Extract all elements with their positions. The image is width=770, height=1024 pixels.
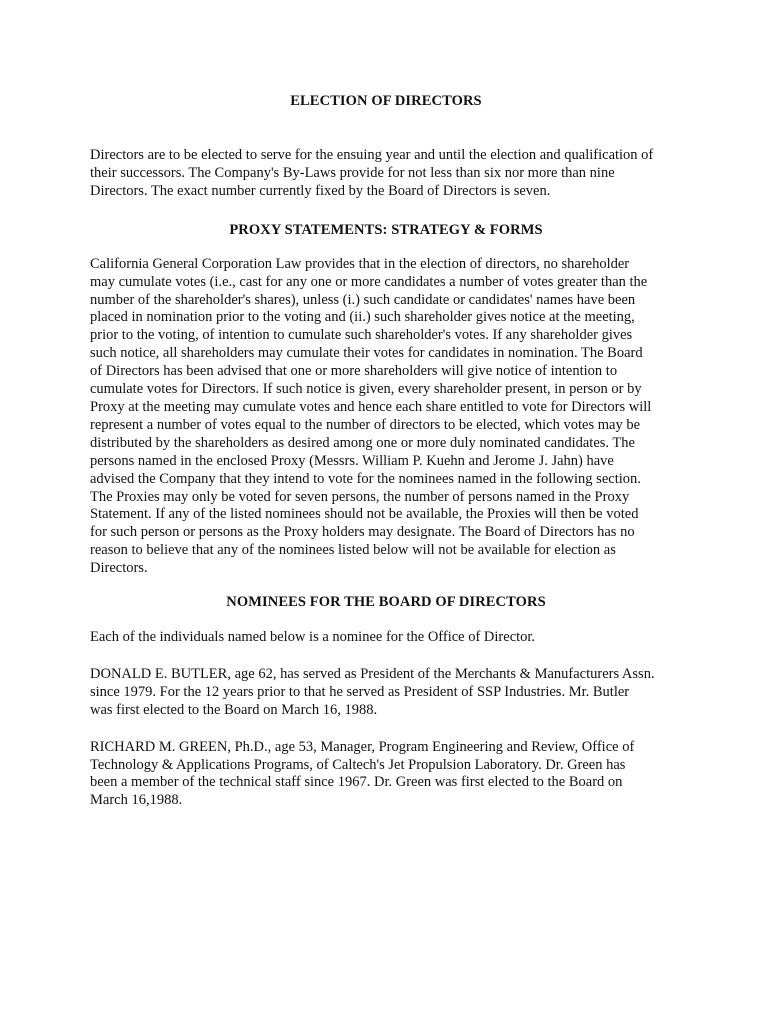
- paragraph-nominee-green: [90, 739, 682, 811]
- text-line: was first elected to the Board on March 16, 1988.: [90, 701, 378, 718]
- paragraph-nominee-butler: [90, 666, 682, 720]
- text-line: placed in nomination prior to the voting and (ii.) such shareholder gives notice at the meeting,: [90, 309, 635, 326]
- section-heading-proxy: PROXY STATEMENTS: STRATEGY & FORMS: [229, 221, 543, 238]
- text-line: cumulate votes for Directors. If such notice is given, every shareholder present, in person or by: [90, 381, 642, 398]
- paragraph-election-directors: [90, 147, 682, 201]
- text-line: March 16,1988.: [90, 792, 183, 809]
- text-line: advised the Company that they intend to vote for the nominees named in the following section.: [90, 470, 641, 487]
- text-line: for such person or persons as the Proxy holders may designate. The Board of Directors has no: [90, 524, 635, 541]
- paragraph-proxy-statements: [90, 256, 682, 578]
- text-line: DONALD E. BUTLER, age 62, has served as President of the Merchants & Manufacturers Assn.: [90, 665, 655, 682]
- paragraph-nominee-intro: [90, 629, 682, 647]
- text-line: prior to the voting, of intention to cumulate such shareholder's votes. If any shareholder gives: [90, 327, 633, 344]
- text-line: Directors are to be elected to serve for the ensuing year and until the election and qualification of: [90, 147, 654, 163]
- text-line: since 1979. For the 12 years prior to that he served as President of SSP Industries. Mr. Butler: [90, 683, 630, 700]
- text-line: Directors.: [90, 560, 148, 577]
- text-line: represent a number of votes equal to the number of directors to be elected, which votes may be: [90, 416, 641, 433]
- text-line: distributed by the shareholders as desired among one or more duly nominated candidates. The: [90, 434, 635, 451]
- text-line: California General Corporation Law provides that in the election of directors, no shareholder: [90, 255, 630, 272]
- text-line: been a member of the technical staff since 1967. Dr. Green was first elected to the Board on: [90, 774, 623, 791]
- text-line: RICHARD M. GREEN, Ph.D., age 53, Manager, Program Engineering and Review, Office of: [90, 738, 635, 755]
- section-heading-election: ELECTION OF DIRECTORS: [290, 93, 482, 109]
- text-line: persons named in the enclosed Proxy (Messrs. William P. Kuehn and Jerome J. Jahn) have: [90, 452, 614, 469]
- document-page: [90, 92, 682, 810]
- text-line: such notice, all shareholders may cumulate their votes for candidates in nomination. The Board: [90, 345, 643, 362]
- text-line: may cumulate votes (i.e., cast for any one or more candidates a number of votes greater than the: [90, 273, 648, 290]
- text-line: their successors. The Company's By-Laws provide for not less than six nor more than nine: [90, 164, 615, 181]
- text-line: reason to believe that any of the nominees listed below will not be available for election as: [90, 542, 616, 559]
- text-line: The Proxies may only be voted for seven persons, the number of persons named in the Proxy: [90, 488, 630, 505]
- text-line: number of the shareholder's shares), unless (i.) such candidate or candidates' names have been: [90, 291, 636, 308]
- section-heading-nominees: NOMINEES FOR THE BOARD OF DIRECTORS: [226, 594, 546, 611]
- text-line: of Directors has been advised that one or more shareholders will give notice of intention to: [90, 363, 618, 380]
- text-line: Statement. If any of the listed nominees should not be available, the Proxies will then be voted: [90, 506, 639, 523]
- text-line: Proxy at the meeting may cumulate votes and hence each share entitled to vote for Directors will: [90, 398, 652, 415]
- text-line: Each of the individuals named below is a nominee for the Office of Director.: [90, 629, 536, 646]
- text-line: Directors. The exact number currently fixed by the Board of Directors is seven.: [90, 182, 551, 199]
- text-line: Technology & Applications Programs, of Caltech's Jet Propulsion Laboratory. Dr. Green has: [90, 756, 626, 773]
